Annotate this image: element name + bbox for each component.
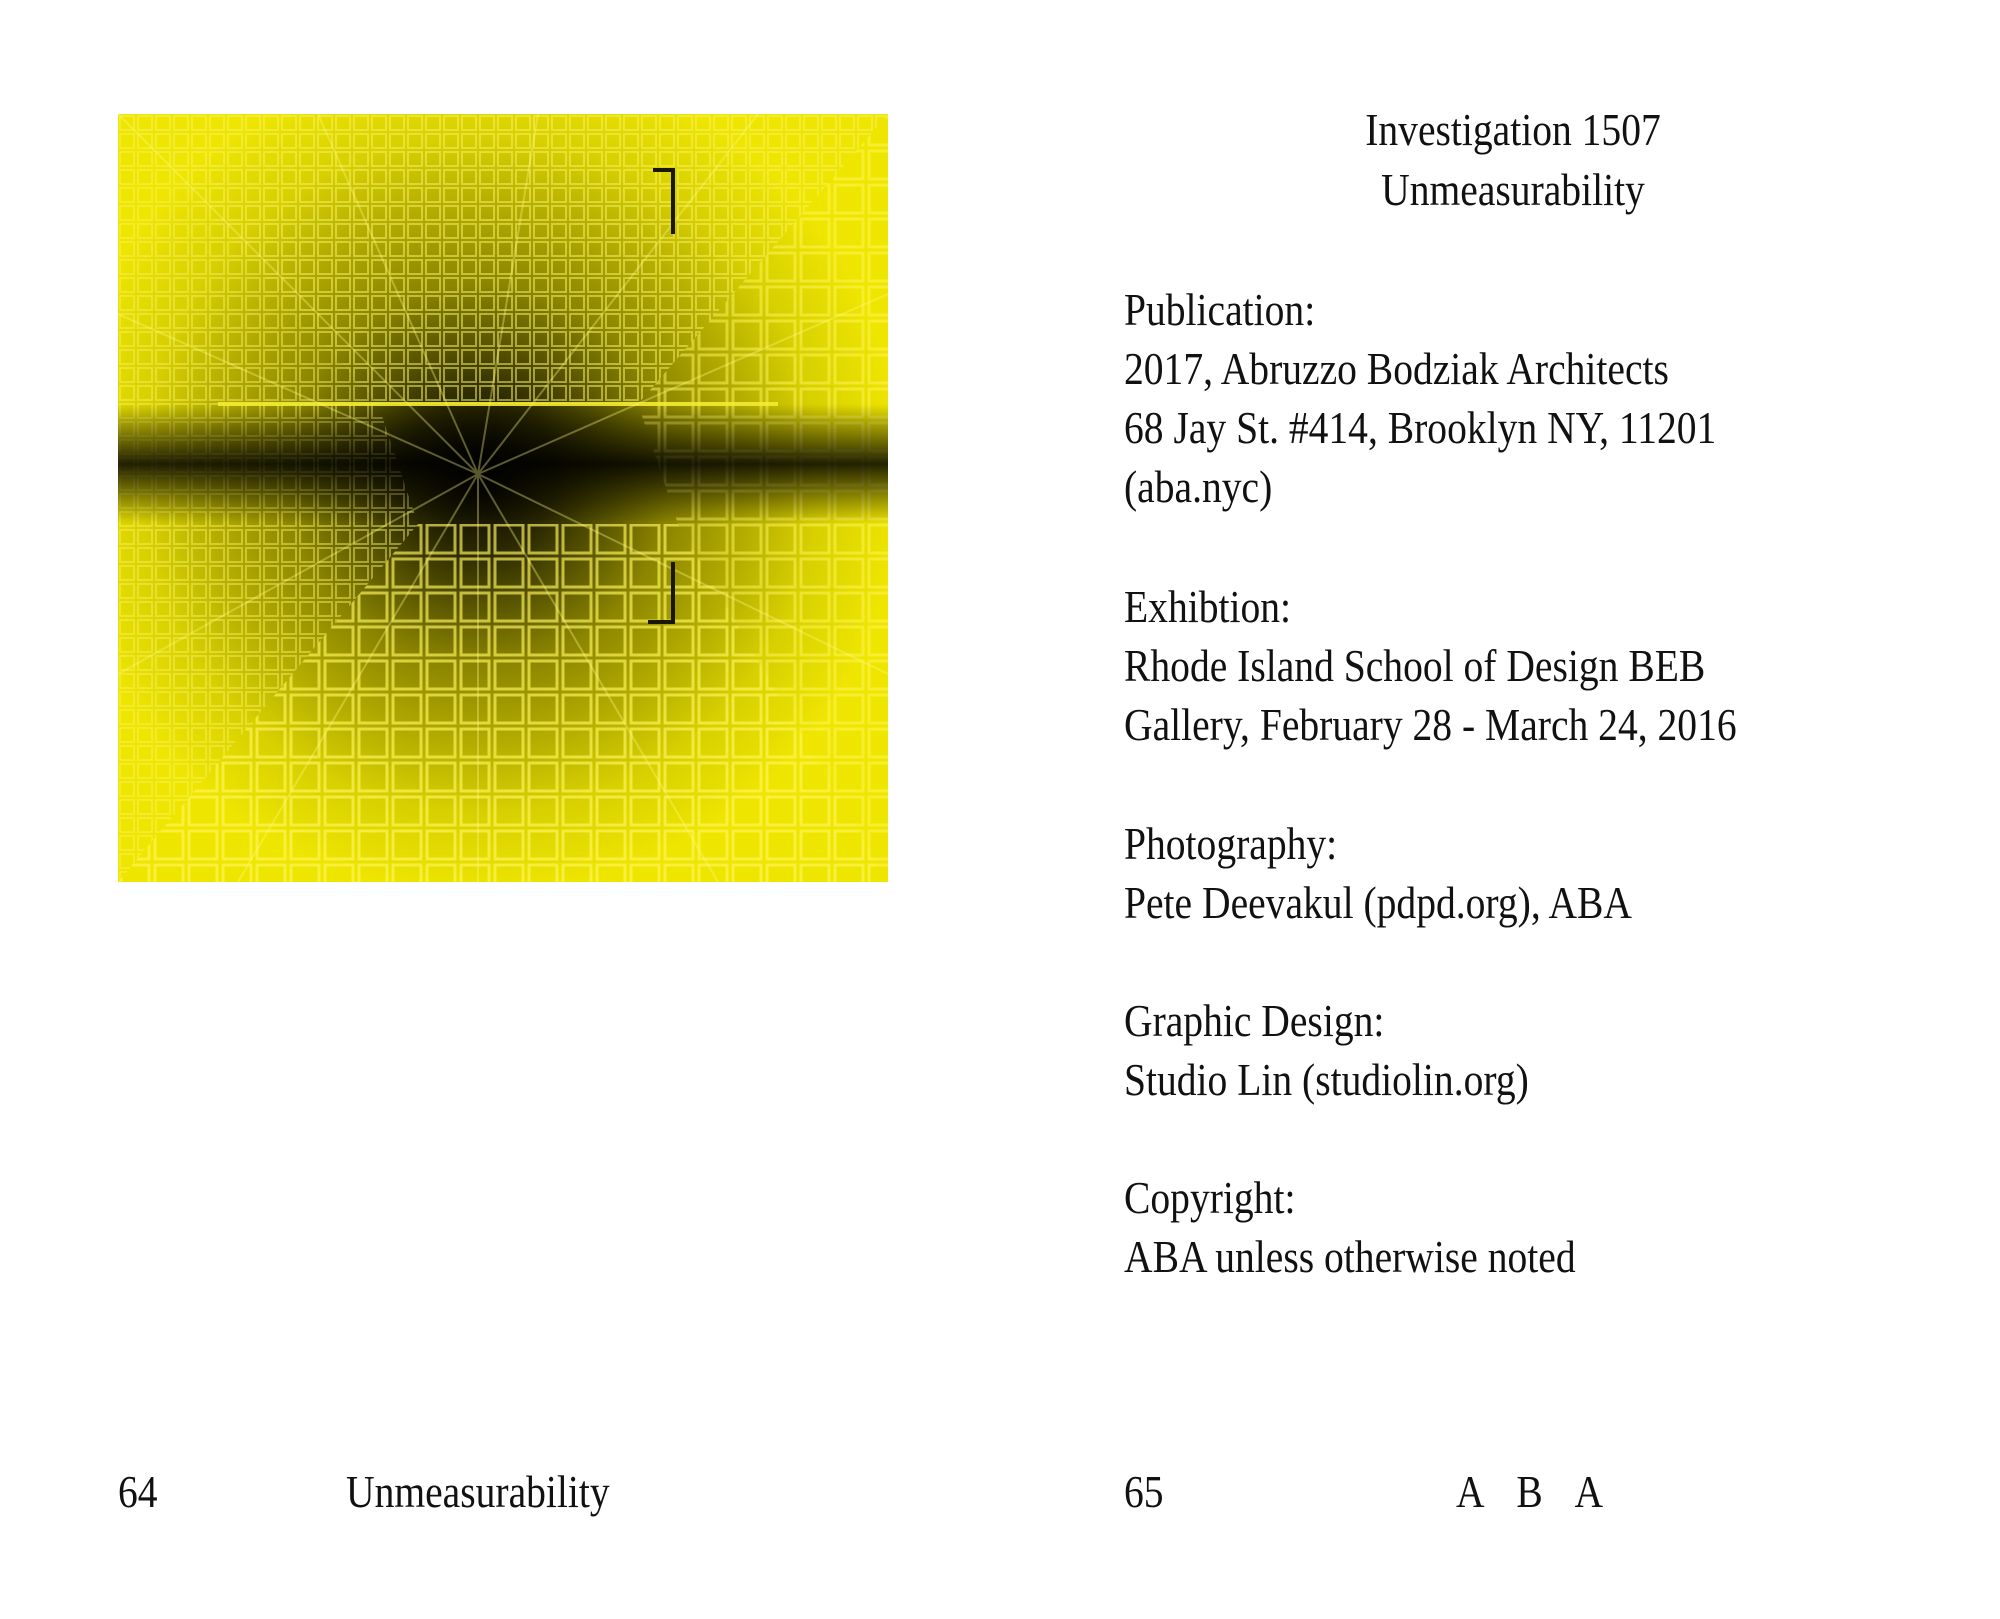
- section-label: Graphic Design:: [1124, 995, 1385, 1046]
- section-line: Gallery, February 28 - March 24, 2016: [1124, 699, 1737, 750]
- section-label: Copyright:: [1124, 1172, 1296, 1223]
- section-label: Publication:: [1124, 284, 1316, 335]
- section-line: 68 Jay St. #414, Brooklyn NY, 11201: [1124, 402, 1717, 453]
- left-page-number: 64: [118, 1466, 158, 1517]
- exhibition-section: [1124, 577, 1737, 754]
- investigation-title: Unmeasurability: [1381, 164, 1645, 215]
- right-running-title: A B A: [1456, 1466, 1616, 1517]
- section-line: ABA unless otherwise noted: [1124, 1231, 1576, 1282]
- section-label: Photography:: [1124, 818, 1338, 869]
- graphic-design-section: [1124, 991, 1529, 1109]
- section-line: Pete Deevakul (pdpd.org), ABA: [1124, 877, 1632, 928]
- left-running-title: Unmeasurability: [346, 1466, 610, 1517]
- section-line: Studio Lin (studiolin.org): [1124, 1054, 1529, 1105]
- section-line: (aba.nyc): [1124, 461, 1273, 512]
- photography-section: [1124, 814, 1632, 932]
- investigation-number: Investigation 1507: [1365, 104, 1661, 155]
- right-page-number: 65: [1124, 1466, 1164, 1517]
- yellow-lattice-model-photo: [118, 114, 888, 882]
- section-label: Exhibtion:: [1124, 581, 1292, 632]
- section-line: 2017, Abruzzo Bodziak Architects: [1124, 343, 1669, 394]
- copyright-section: [1124, 1168, 1576, 1286]
- colophon-heading: [1124, 100, 1902, 220]
- section-line: Rhode Island School of Design BEB: [1124, 640, 1706, 691]
- publication-section: [1124, 280, 1716, 516]
